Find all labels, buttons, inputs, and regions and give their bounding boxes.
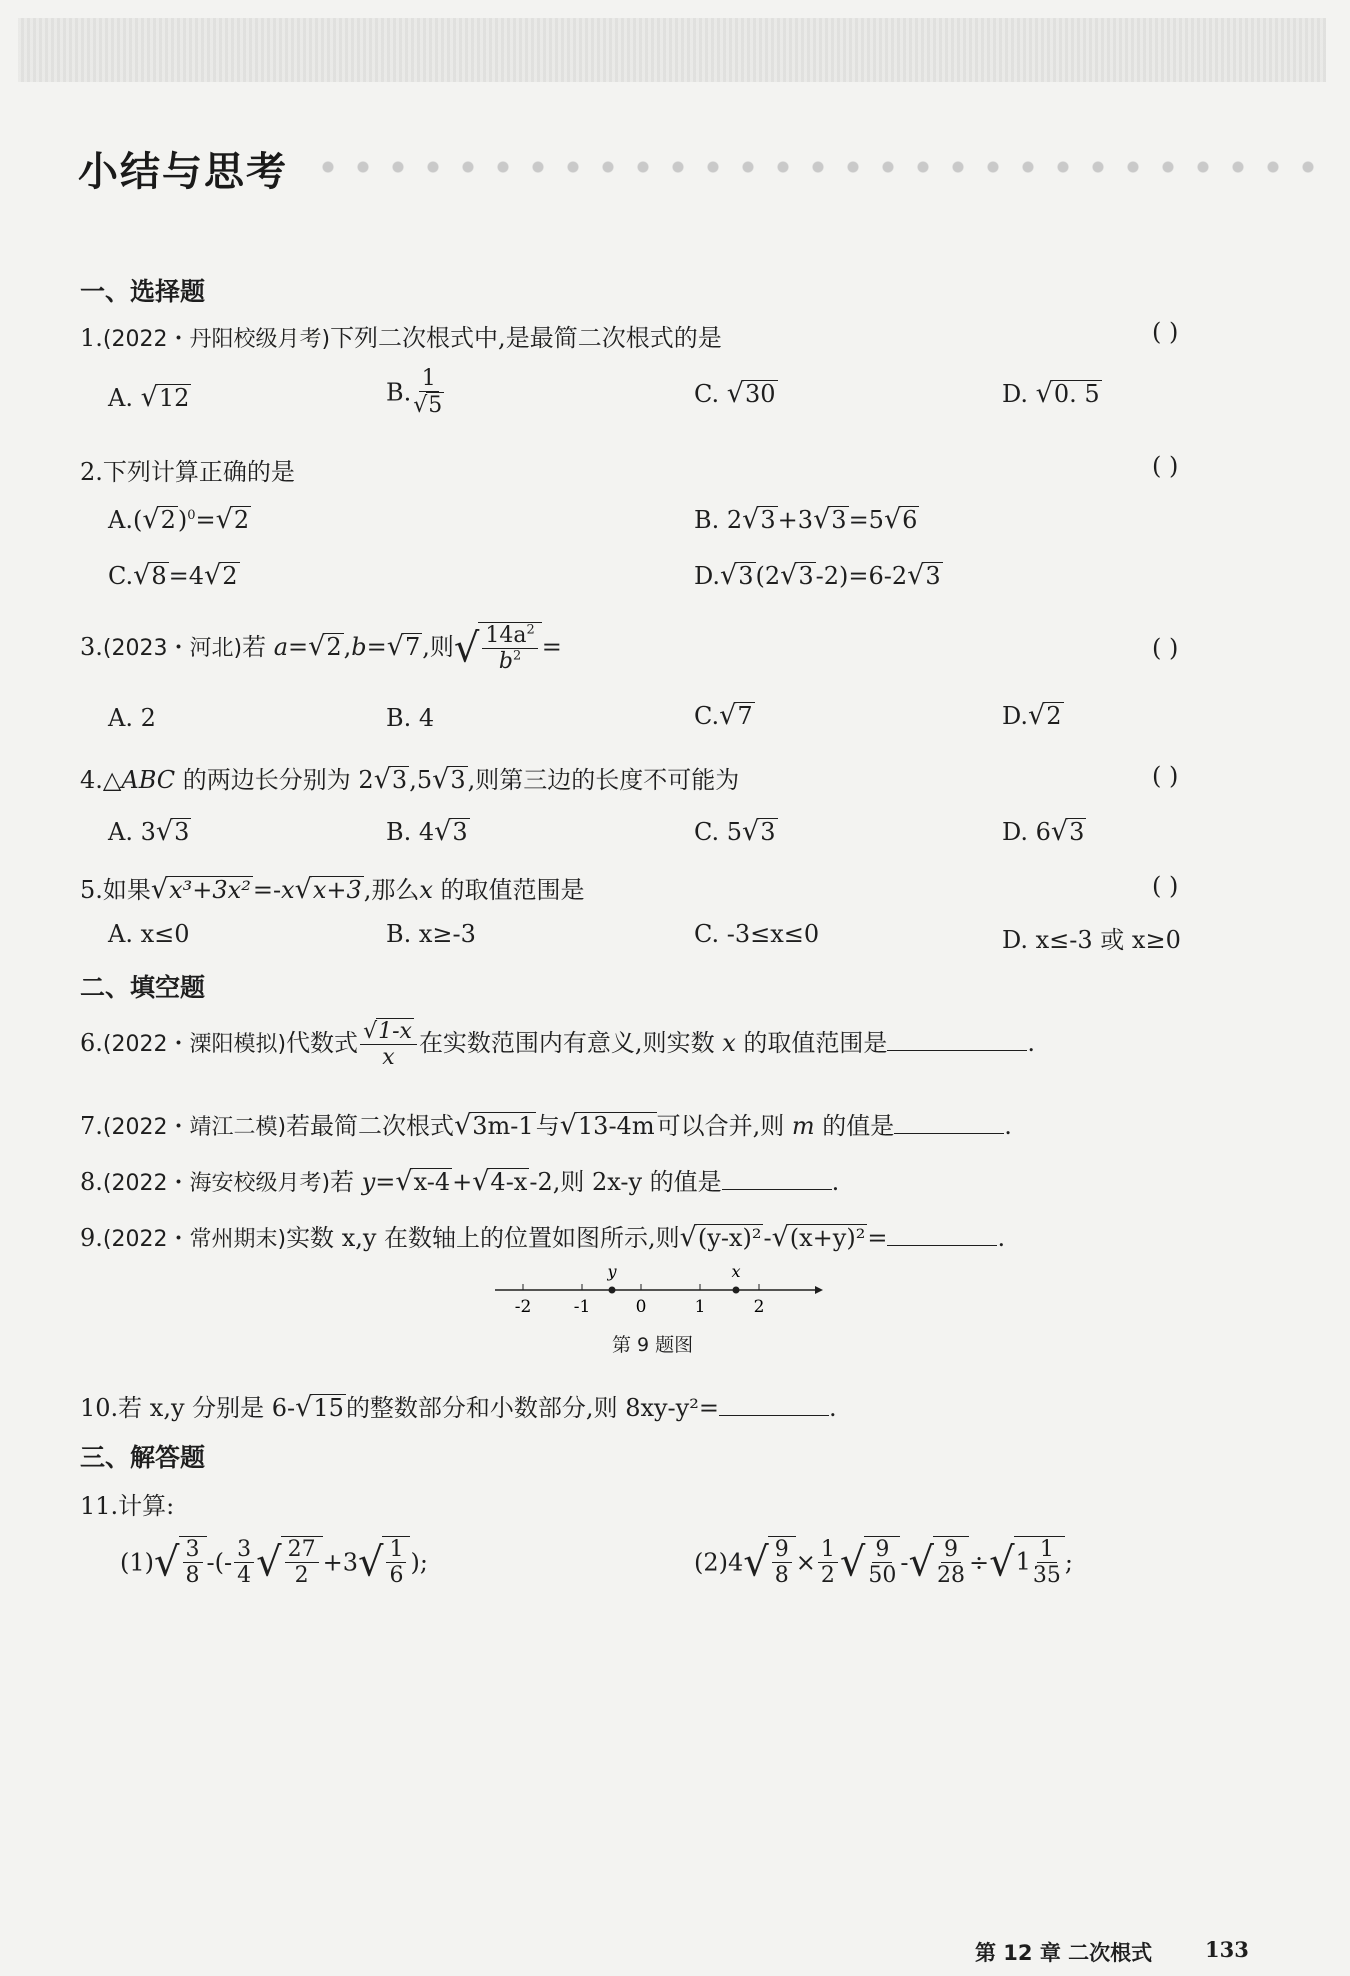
answer-paren-4: ( )	[1152, 762, 1179, 790]
q5-option-d: D. x≤-3 或 x≥0	[1002, 926, 1181, 954]
q4-option-d: D. 6√3	[1002, 816, 1085, 847]
q3-option-a: A. 2	[108, 704, 156, 732]
page-top-band	[18, 18, 1326, 82]
tick-label-neg1: -1	[573, 1297, 591, 1317]
point-y	[609, 1287, 616, 1294]
q4-option-a: A. 3√3	[108, 816, 190, 847]
point-x-label: x	[731, 1262, 741, 1281]
q3-option-b: B. 4	[386, 704, 435, 732]
question-2: 2.下列计算正确的是	[80, 458, 295, 486]
section-heading-choice: 一、选择题	[80, 277, 206, 306]
chapter-footer: 第 12 章 二次根式	[975, 1941, 1153, 1965]
q1-option-d: D. √0. 5	[1002, 378, 1100, 409]
q2-option-b: B. 2√3+3√3=5√6	[694, 504, 918, 535]
q1-option-c: C. √30	[694, 378, 776, 409]
q5-option-c: C. -3≤x≤0	[694, 920, 820, 948]
q11-part-1: (1)√ $\frac{3}{8}$ -(- $\frac{3}{4}$ √ $\frac{27}{2}$ +3√ $\frac{1}{6}$ );	[120, 1536, 428, 1589]
page-title: 小结与思考	[78, 149, 288, 195]
question-4: 4.△ABC 的两边长分别为 2√3,5√3,则第三边的长度不可能为	[80, 764, 740, 795]
tick-label-0: 0	[635, 1297, 647, 1317]
section-heading-solve: 三、解答题	[80, 1443, 206, 1472]
number-line-figure	[490, 1262, 830, 1322]
q4-option-c: C. 5√3	[694, 816, 776, 847]
point-x	[733, 1287, 740, 1294]
question-8: 8.(2022・海安校级月考)若 y=√x-4+√4-x-2,则 2x-y 的值是 .	[80, 1166, 840, 1197]
q5-option-b: B. x≥-3	[386, 920, 476, 948]
question-11: 11.计算:	[80, 1492, 175, 1520]
question-1: 1.(2022・丹阳校级月考)下列二次根式中,是最简二次根式的是	[80, 324, 722, 352]
section-heading-fill: 二、填空题	[80, 973, 206, 1002]
q3-option-d: D.√2	[1002, 700, 1062, 731]
question-7: 7.(2022・靖江二模)若最简二次根式√3m-1与√13-4m可以合并,则 m 的值是 .	[80, 1110, 1012, 1141]
q3-option-c: C.√7	[694, 700, 753, 731]
q5-option-a: A. x≤0	[108, 920, 190, 948]
question-6: 6.(2022・溧阳模拟)代数式 $\frac{√1-x}{x}$ 在实数范围内有意义,则实数 x 的取值范围是 .	[80, 1019, 1036, 1071]
tick-label-1: 1	[694, 1297, 706, 1317]
tick-label-neg2: -2	[514, 1297, 532, 1317]
ticks	[523, 1284, 759, 1290]
page-number: 133	[1205, 1937, 1249, 1962]
arrow-right-icon	[815, 1286, 823, 1294]
question-3: 3.(2023・河北)若 a=√2,b=√7,则√ $\frac{14a^2}{b^2}$ =	[80, 622, 562, 675]
q4-option-b: B. 4√3	[386, 816, 468, 847]
answer-paren-2: ( )	[1152, 452, 1179, 480]
question-10: 10.若 x,y 分别是 6-√15的整数部分和小数部分,则 8xy-y²= .	[80, 1392, 837, 1423]
q1-option-b: B. $\frac{1}{√5}$	[386, 366, 443, 419]
answer-paren-5: ( )	[1152, 872, 1179, 900]
q2-option-d: D.√3(2√3-2)=6-2√3	[694, 560, 941, 591]
figure-caption: 第 9 题图	[612, 1334, 694, 1356]
question-9: 9.(2022・常州期末)实数 x,y 在数轴上的位置如图所示,则√(y-x)²-√(x+y)²= .	[80, 1222, 1006, 1253]
question-5: 5.如果√x³+3x²=-x√x+3,那么x 的取值范围是	[80, 874, 585, 905]
point-y-label: y	[607, 1262, 617, 1281]
q11-part-2: (2)4√ $\frac{9}{8}$ × $\frac{1}{2}$ √ $\frac{9}{50}$ -√ $\frac{9}{28}$ ÷√1 $\frac{1}{35}$ ;	[694, 1536, 1073, 1589]
answer-paren-3: ( )	[1152, 634, 1179, 662]
title-dot-divider	[322, 160, 1322, 174]
q2-option-c: C.√8=4√2	[108, 560, 238, 591]
tick-label-2: 2	[753, 1297, 765, 1317]
answer-paren-1: ( )	[1152, 318, 1179, 346]
q2-option-a: $A.(√2)^0=√2$	[108, 504, 250, 535]
q1-option-a: A. √12	[108, 382, 190, 413]
